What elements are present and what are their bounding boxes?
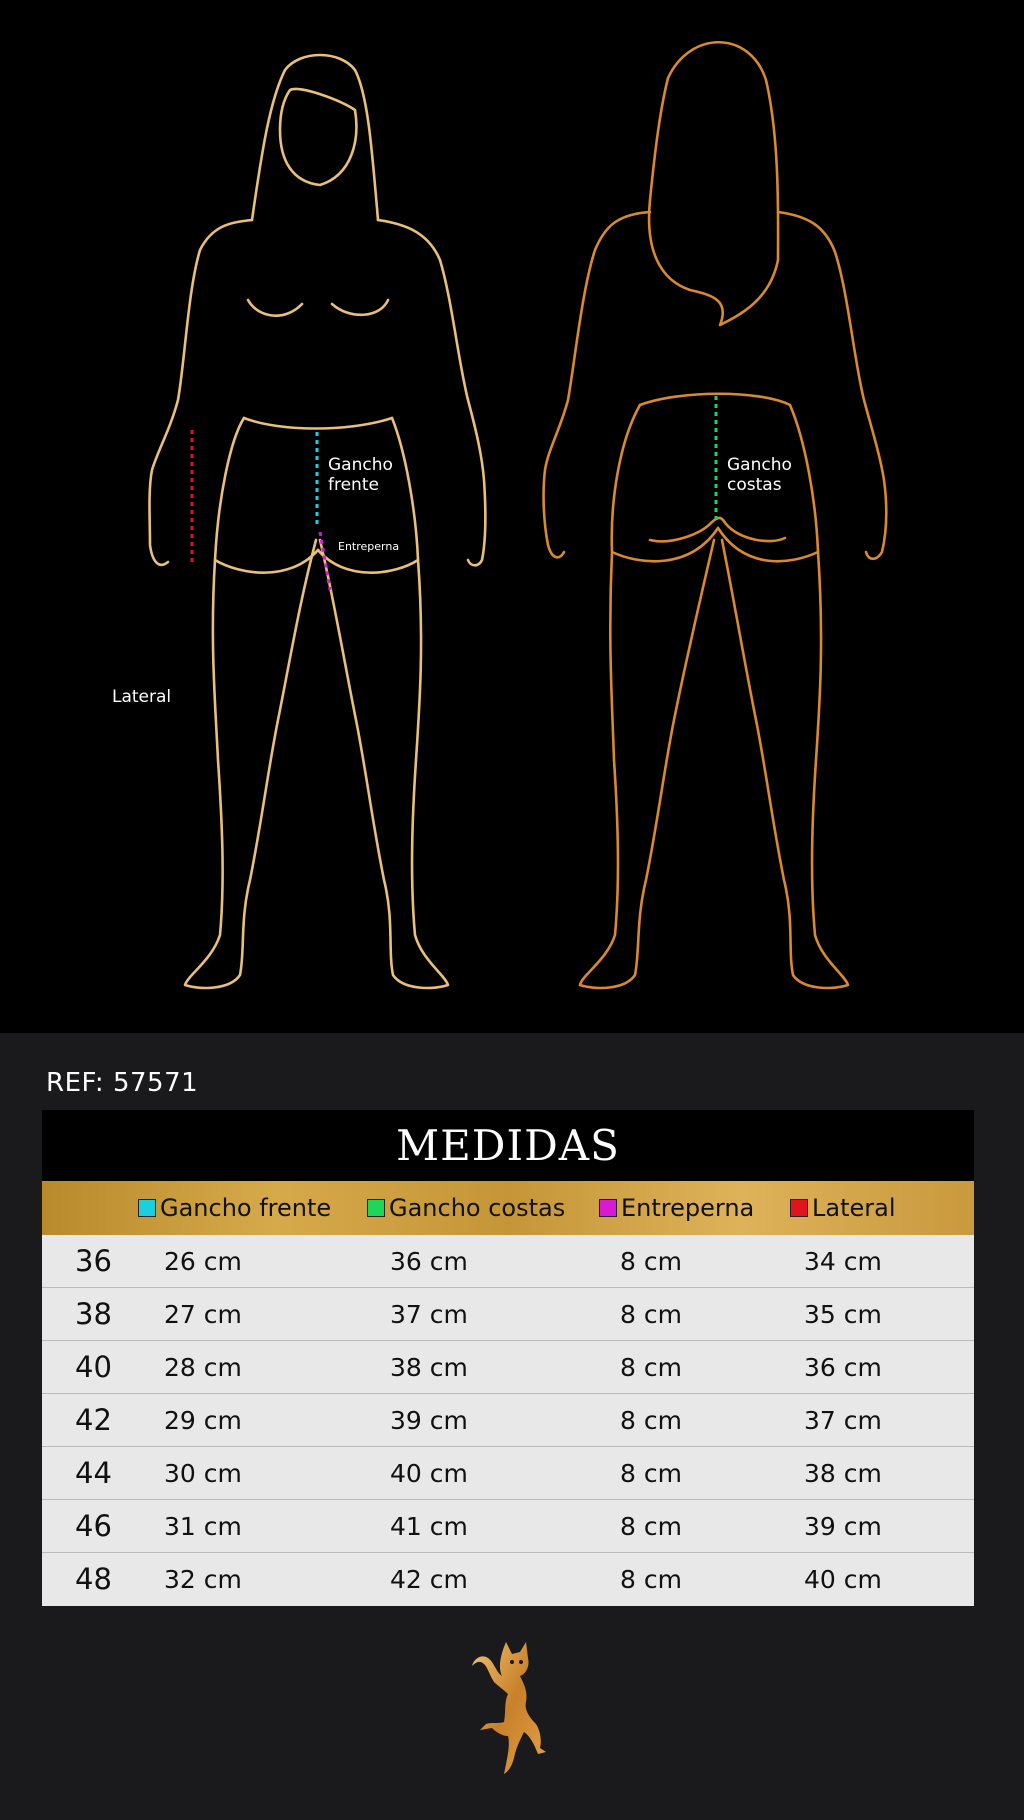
gancho-frente-cell: 26 cm bbox=[164, 1246, 242, 1276]
entreperna-cell: 8 cm bbox=[620, 1511, 682, 1541]
swatch-entreperna bbox=[599, 1199, 617, 1217]
lateral-cell: 39 cm bbox=[804, 1511, 882, 1541]
gancho-costas-cell: 39 cm bbox=[390, 1405, 468, 1435]
table-row bbox=[42, 1394, 974, 1447]
legend-label: Entreperna bbox=[621, 1194, 755, 1222]
size-cell: 46 bbox=[75, 1509, 112, 1543]
back-silhouette bbox=[544, 42, 887, 988]
size-cell: 48 bbox=[75, 1562, 112, 1596]
entreperna-label: Entreperna bbox=[338, 540, 400, 553]
legend-label: Gancho frente bbox=[160, 1194, 332, 1222]
legend-label: Gancho costas bbox=[389, 1194, 566, 1222]
size-cell: 44 bbox=[75, 1456, 112, 1490]
legend-item-entreperna bbox=[599, 1181, 754, 1235]
lateral-cell: 36 cm bbox=[804, 1352, 882, 1382]
logo-graphic bbox=[468, 1640, 558, 1775]
size-cell: 40 bbox=[75, 1350, 112, 1384]
gancho-costas-cell: 37 cm bbox=[390, 1299, 468, 1329]
size-cell: 42 bbox=[75, 1403, 112, 1437]
gancho-frente-label: Gancho frente bbox=[328, 455, 393, 495]
table-row bbox=[42, 1447, 974, 1500]
size-cell: 36 bbox=[75, 1244, 112, 1278]
lateral-cell: 40 cm bbox=[804, 1564, 882, 1594]
table-row bbox=[42, 1553, 974, 1606]
gancho-frente-cell: 30 cm bbox=[164, 1458, 242, 1488]
lateral-cell: 38 cm bbox=[804, 1458, 882, 1488]
cat-figure-logo-icon bbox=[468, 1640, 558, 1779]
table-row bbox=[42, 1235, 974, 1288]
entreperna-cell: 8 cm bbox=[620, 1564, 682, 1594]
lateral-cell: 37 cm bbox=[804, 1405, 882, 1435]
gancho-costas-cell: 38 cm bbox=[390, 1352, 468, 1382]
entreperna-cell: 8 cm bbox=[620, 1405, 682, 1435]
entreperna-cell: 8 cm bbox=[620, 1352, 682, 1382]
legend-item-lateral bbox=[790, 1181, 896, 1235]
legend-item-gancho-frente bbox=[138, 1181, 331, 1235]
gancho-costas-cell: 40 cm bbox=[390, 1458, 468, 1488]
gancho-frente-cell: 32 cm bbox=[164, 1564, 242, 1594]
gancho-frente-cell: 29 cm bbox=[164, 1405, 242, 1435]
entreperna-cell: 8 cm bbox=[620, 1299, 682, 1329]
entreperna-cell: 8 cm bbox=[620, 1458, 682, 1488]
lateral-cell: 34 cm bbox=[804, 1246, 882, 1276]
table-row bbox=[42, 1288, 974, 1341]
lateral-cell: 35 cm bbox=[804, 1299, 882, 1329]
legend-item-gancho-costas bbox=[367, 1181, 565, 1235]
size-cell: 38 bbox=[75, 1297, 112, 1331]
swatch-gancho-costas bbox=[367, 1199, 385, 1217]
gancho-costas-cell: 36 cm bbox=[390, 1246, 468, 1276]
gancho-frente-cell: 28 cm bbox=[164, 1352, 242, 1382]
size-table bbox=[42, 1110, 974, 1606]
swatch-lateral bbox=[790, 1199, 808, 1217]
gancho-costas-cell: 41 cm bbox=[390, 1511, 468, 1541]
gancho-costas-cell: 42 cm bbox=[390, 1564, 468, 1594]
table-title: MEDIDAS bbox=[42, 1110, 974, 1181]
swatch-gancho-frente bbox=[138, 1199, 156, 1217]
table-row bbox=[42, 1500, 974, 1553]
gancho-costas-label: Gancho costas bbox=[727, 455, 792, 495]
entreperna-cell: 8 cm bbox=[620, 1246, 682, 1276]
legend-label: Lateral bbox=[812, 1194, 896, 1222]
gancho-frente-cell: 27 cm bbox=[164, 1299, 242, 1329]
reference-code: REF: 57571 bbox=[46, 1068, 199, 1098]
lateral-label: Lateral bbox=[112, 687, 172, 707]
gancho-frente-cell: 31 cm bbox=[164, 1511, 242, 1541]
legend-row bbox=[42, 1181, 974, 1235]
table-row bbox=[42, 1341, 974, 1394]
